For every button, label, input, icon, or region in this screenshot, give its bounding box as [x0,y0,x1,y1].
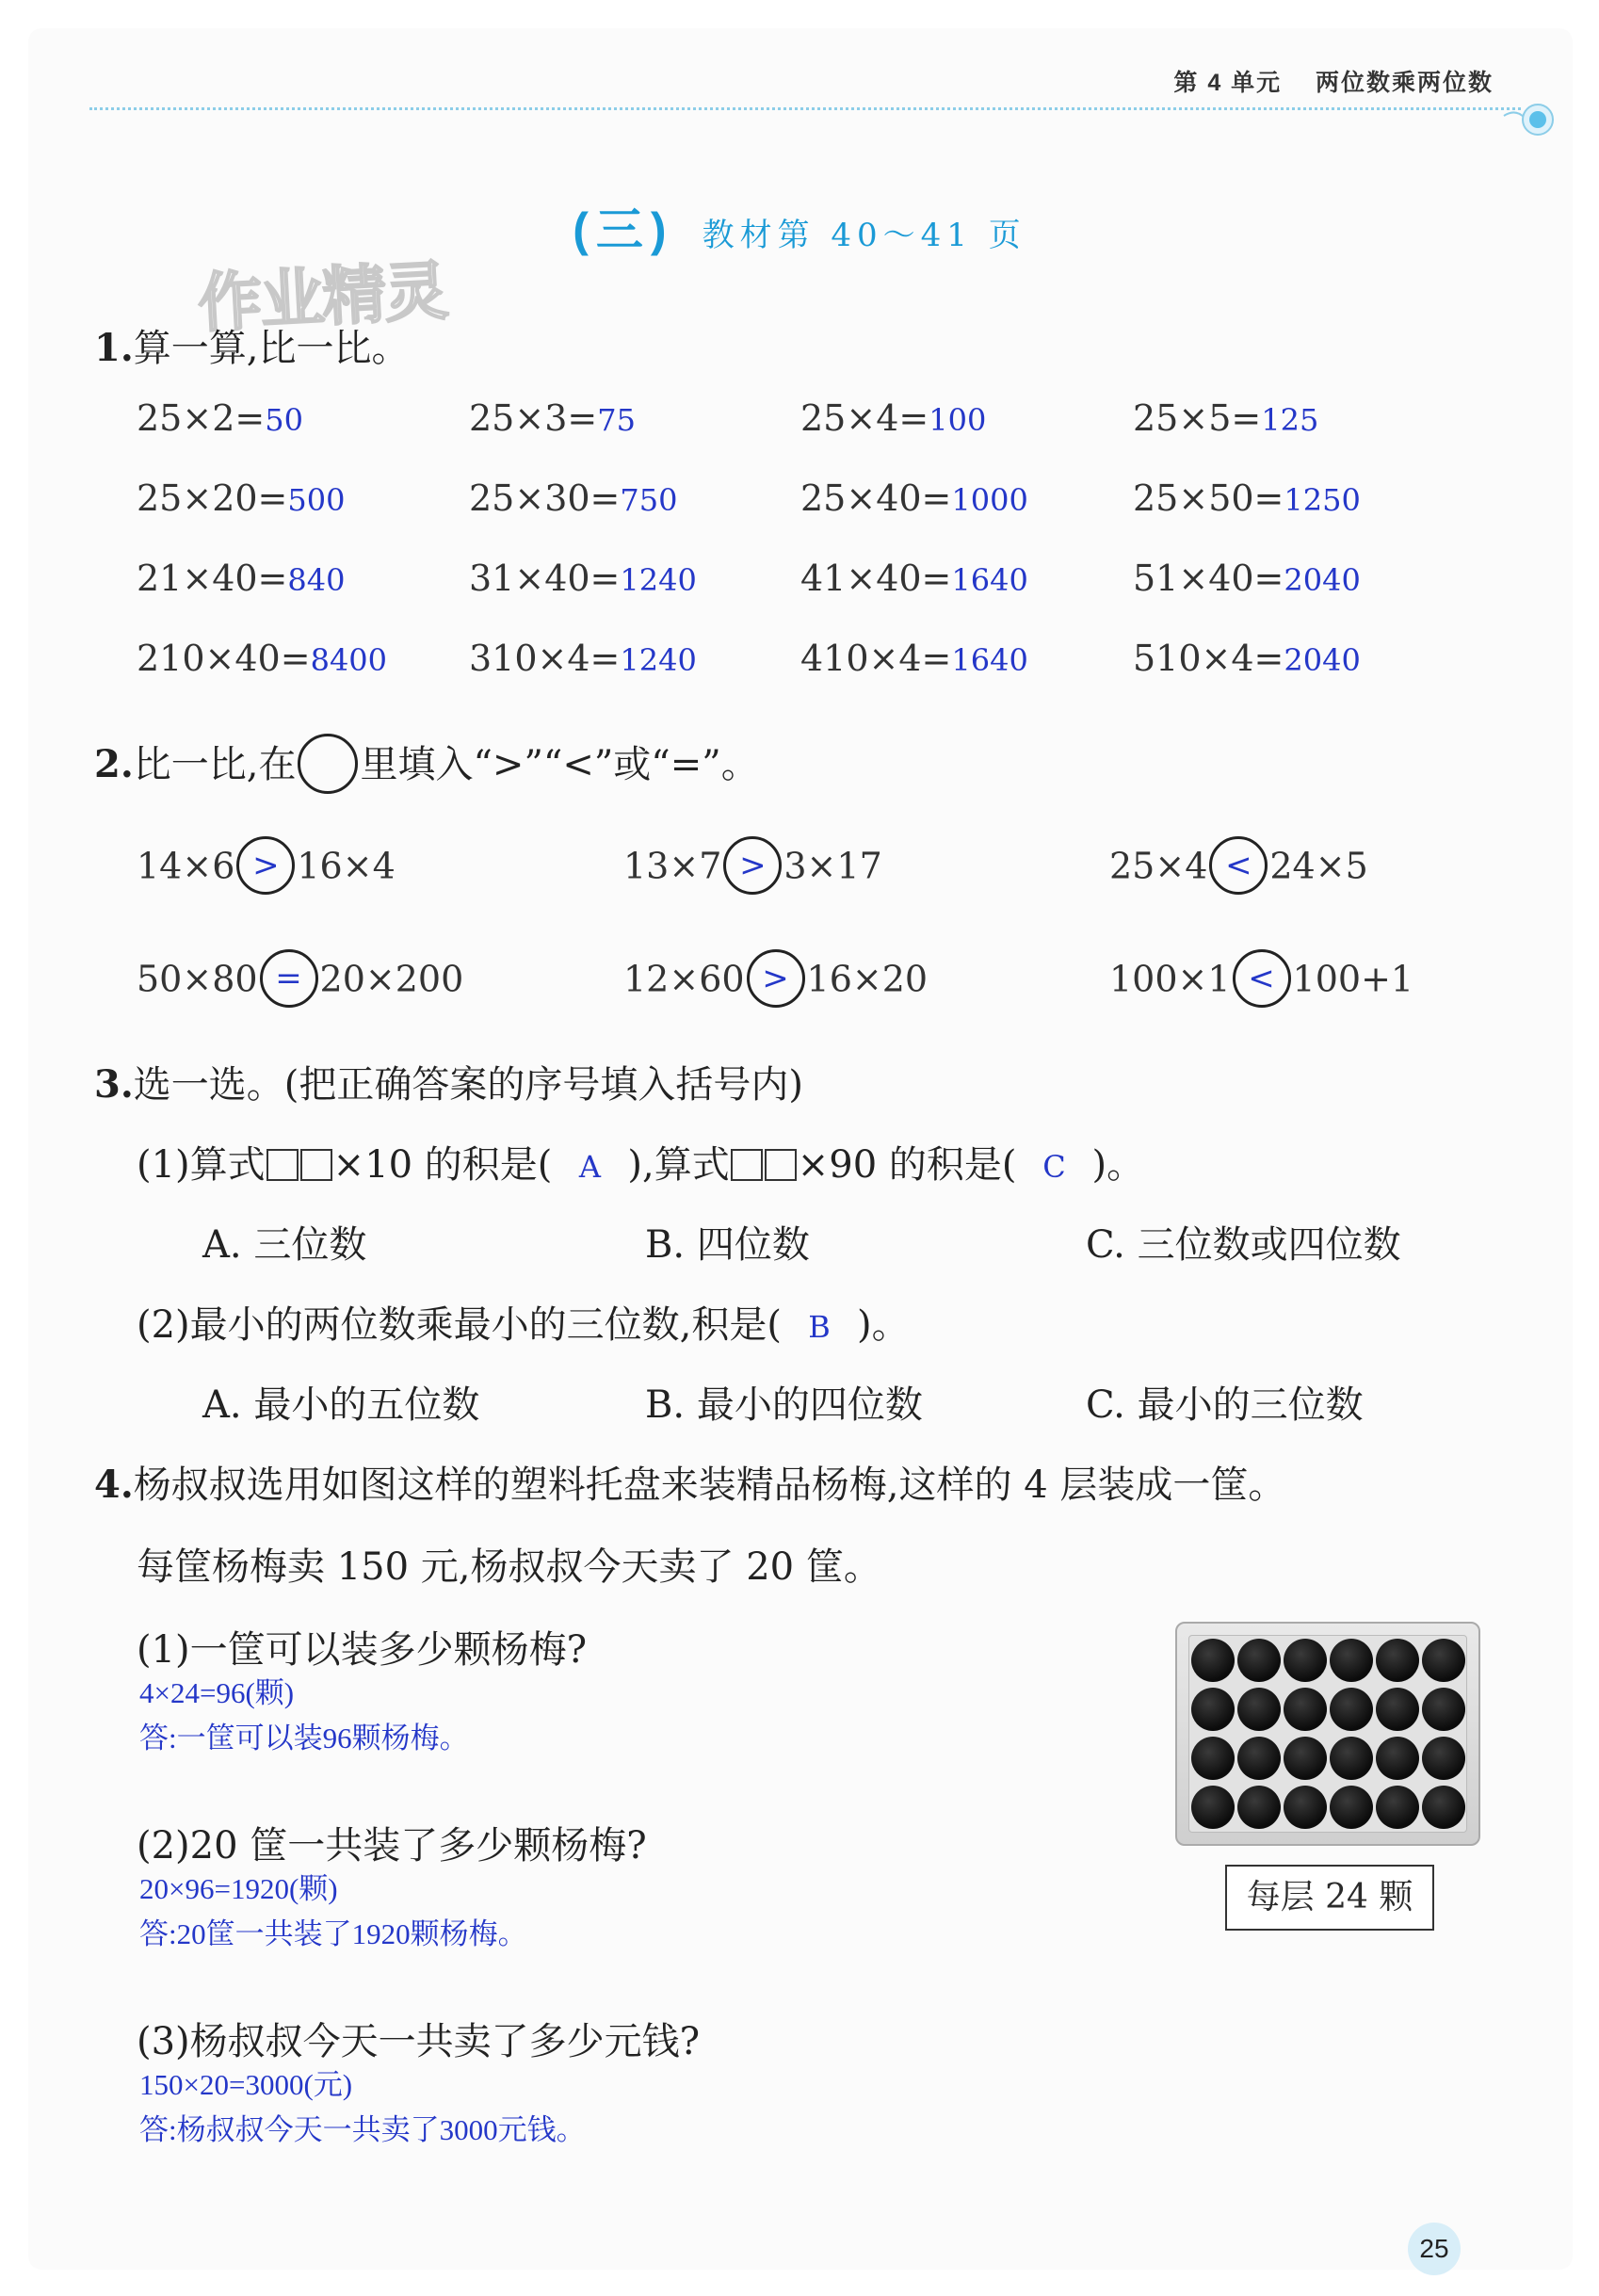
q1-answer: 500 [287,482,346,518]
q1-answer: 1640 [951,562,1028,598]
q1-expression: 510×4= [1133,638,1284,679]
header-topic: 两位数乘两位数 [1315,70,1494,96]
bayberry-icon [1237,1639,1281,1682]
q1-title-text: 算一算,比一比。 [133,327,410,370]
q3-p1-a: (1)算式 [137,1143,266,1187]
q3-p1-d: ×90 的积是( [797,1143,1017,1187]
q4-number: 4. [94,1463,134,1507]
q1-expression: 25×2= [137,397,266,439]
q2-left-expression: 50×80 [137,958,258,1000]
q1-equation [1133,397,1318,439]
q1-number: 1. [94,326,134,370]
blank-box-icon [300,1149,332,1181]
q1-equation [1133,638,1361,679]
q1-answer: 750 [620,482,678,518]
q3-p1-b: ×10 的积是( [332,1143,553,1187]
q3-number: 3. [94,1062,134,1107]
q1-equation [800,397,986,439]
q2-answer-circle: < [1209,836,1268,895]
q1-answer: 50 [265,402,303,438]
q1-answer: 8400 [310,642,388,678]
q1-expression: 21×40= [137,558,288,599]
q2-left-expression: 25×4 [1109,845,1208,887]
page-number: 25 [1408,2223,1461,2275]
bayberry-icon [1191,1688,1235,1731]
watermark-stamp: 作业精灵 [196,255,449,340]
q3-part2 [137,1295,910,1349]
bayberry-icon [1191,1786,1235,1829]
bayberry-icon [1376,1786,1419,1829]
bayberry-icon [1237,1786,1281,1829]
q1-expression: 25×4= [800,397,929,439]
q1-answer: 100 [929,402,987,438]
q4-sub2-answer: 答:20筐一共装了1920颗杨梅。 [139,1917,527,1950]
bayberry-icon [1376,1688,1419,1731]
q3-p1-option-b: B. 四位数 [645,1223,810,1267]
bayberry-icon [1284,1737,1327,1780]
q2-answer-circle: > [747,949,805,1008]
q3-p2-b: )。 [856,1303,910,1347]
q2-answer-circle: < [1233,949,1291,1008]
q4-sub3-question: (3)杨叔叔今天一共卖了多少元钱? [137,2020,701,2063]
q4-sub1-calc: 4×24=96(颗) [139,1676,295,1709]
q3-p1-answer2: C [1042,1149,1066,1185]
q1-expression: 31×40= [469,558,621,599]
q2-right-expression: 20×200 [319,958,464,1000]
q2-comparison [623,953,928,1011]
bayberry-icon [1284,1639,1327,1682]
bayberry-icon [1422,1786,1465,1829]
q1-expression: 25×3= [469,397,598,439]
q2-right-expression: 16×20 [806,958,929,1000]
q1-equation [469,558,697,599]
bayberry-icon [1376,1639,1419,1682]
q2-comparison [623,840,882,898]
bayberry-icon [1330,1786,1373,1829]
q1-answer: 75 [597,402,636,438]
q1-equation [800,477,1028,519]
section-label: (三) [573,203,674,256]
q3-title-text: 选一选。(把正确答案的序号填入括号内) [133,1063,803,1107]
section-textbook-ref: 教材第 40～41 页 [702,217,1026,254]
q1-answer: 1250 [1284,482,1361,518]
q1-equation [800,558,1028,599]
q3-part1 [137,1135,1144,1188]
q2-right-expression: 24×5 [1269,845,1368,887]
q3-p1-e: )。 [1091,1143,1145,1187]
blank-box-icon [731,1149,763,1181]
q1-equation [137,638,387,679]
q4-sub3-answer: 答:杨叔叔今天一共卖了3000元钱。 [139,2113,586,2146]
q2-title-b: 里填入“>”“<”或“=”。 [360,743,759,786]
q1-title [94,318,409,372]
q2-left-expression: 12×60 [623,958,745,1000]
q3-title [94,1055,803,1108]
q1-expression: 210×40= [137,638,311,679]
q3-p1-answer1: A [578,1149,601,1185]
q1-equation [1133,558,1361,599]
q2-left-expression: 14×6 [137,845,235,887]
blank-box-icon [765,1149,797,1181]
q1-equation [469,638,697,679]
bayberry-icon [1330,1737,1373,1780]
q1-answer: 1000 [951,482,1028,518]
q1-expression: 25×40= [800,477,952,519]
empty-circle-icon [298,734,358,794]
q2-right-expression: 16×4 [297,845,396,887]
q1-expression: 25×30= [469,477,621,519]
q2-left-expression: 13×7 [623,845,722,887]
bayberry-icon [1237,1737,1281,1780]
bayberry-icon [1422,1688,1465,1731]
q2-right-expression: 100+1 [1292,958,1414,1000]
bayberry-icon [1237,1688,1281,1731]
q1-answer: 125 [1261,402,1319,438]
tray-label: 每层 24 颗 [1225,1865,1434,1931]
bayberry-icon [1284,1786,1327,1829]
header-ornament-icon [1502,99,1559,142]
q1-expression: 25×5= [1133,397,1262,439]
q1-equation [800,638,1028,679]
tray-inner [1188,1635,1467,1833]
q1-equation [1133,477,1361,519]
q1-answer: 2040 [1284,642,1361,678]
bayberry-icon [1191,1737,1235,1780]
q1-equation [137,477,345,519]
q1-expression: 310×4= [469,638,621,679]
bayberry-icon [1330,1688,1373,1731]
bayberry-icon [1376,1737,1419,1780]
q1-answer: 2040 [1284,562,1361,598]
bayberry-tray-image [1175,1622,1480,1846]
q1-equation [137,558,345,599]
bayberry-icon [1422,1639,1465,1682]
q1-expression: 25×50= [1133,477,1284,519]
q3-p2-a: (2)最小的两位数乘最小的三位数,积是( [137,1303,782,1347]
bayberry-icon [1422,1737,1465,1780]
q2-comparison [137,840,396,898]
q1-expression: 41×40= [800,558,952,599]
q3-p1-option-a: A. 三位数 [202,1223,367,1267]
q4-sub1-answer: 答:一筐可以装96颗杨梅。 [139,1722,469,1754]
q1-expression: 51×40= [1133,558,1284,599]
q4-line1-text: 杨叔叔选用如图这样的塑料托盘来装精品杨梅,这样的 4 层装成一筐。 [133,1463,1286,1507]
q1-equation [469,397,636,439]
q4-line1 [94,1455,1285,1509]
q4-sub2-question: (2)20 筐一共装了多少颗杨梅? [137,1824,647,1868]
q2-answer-circle: > [236,836,295,895]
q1-answer: 1640 [951,642,1028,678]
q1-expression: 410×4= [800,638,952,679]
q2-answer-circle: = [260,949,318,1008]
q2-comparison [1109,840,1368,898]
page-header [1173,64,1494,98]
bayberry-icon [1191,1639,1235,1682]
q2-right-expression: 3×17 [783,845,882,887]
q2-answer-circle: > [723,836,782,895]
q1-equation [469,477,677,519]
q3-p2-option-b: B. 最小的四位数 [645,1383,923,1427]
q2-comparison [137,953,463,1011]
q1-answer: 840 [287,562,346,598]
q1-expression: 25×20= [137,477,288,519]
q2-comparison [1109,953,1413,1011]
q2-title-a: 比一比,在 [133,743,297,786]
header-divider [89,107,1521,110]
q2-title [94,735,759,798]
bayberry-icon [1284,1688,1327,1731]
q3-p1-option-c: C. 三位数或四位数 [1086,1223,1401,1267]
q2-left-expression: 100×1 [1109,958,1231,1000]
q4-line2: 每筐杨梅卖 150 元,杨叔叔今天卖了 20 筐。 [137,1545,881,1589]
q1-equation [137,397,303,439]
q4-sub1-question: (1)一筐可以装多少颗杨梅? [137,1628,588,1672]
bayberry-icon [1330,1639,1373,1682]
q4-sub3-calc: 150×20=3000(元) [139,2068,353,2101]
q3-p1-c: ),算式 [627,1143,730,1187]
q3-p2-option-a: A. 最小的五位数 [202,1383,480,1427]
q3-p2-option-c: C. 最小的三位数 [1086,1383,1364,1427]
blank-box-icon [266,1149,299,1181]
q4-sub2-calc: 20×96=1920(颗) [139,1872,338,1905]
q1-answer: 1240 [620,562,697,598]
q3-p2-answer: B [808,1309,831,1345]
q1-answer: 1240 [620,642,697,678]
header-unit: 第 4 单元 [1173,70,1283,96]
q2-number: 2. [94,742,134,786]
section-title [0,192,1599,260]
